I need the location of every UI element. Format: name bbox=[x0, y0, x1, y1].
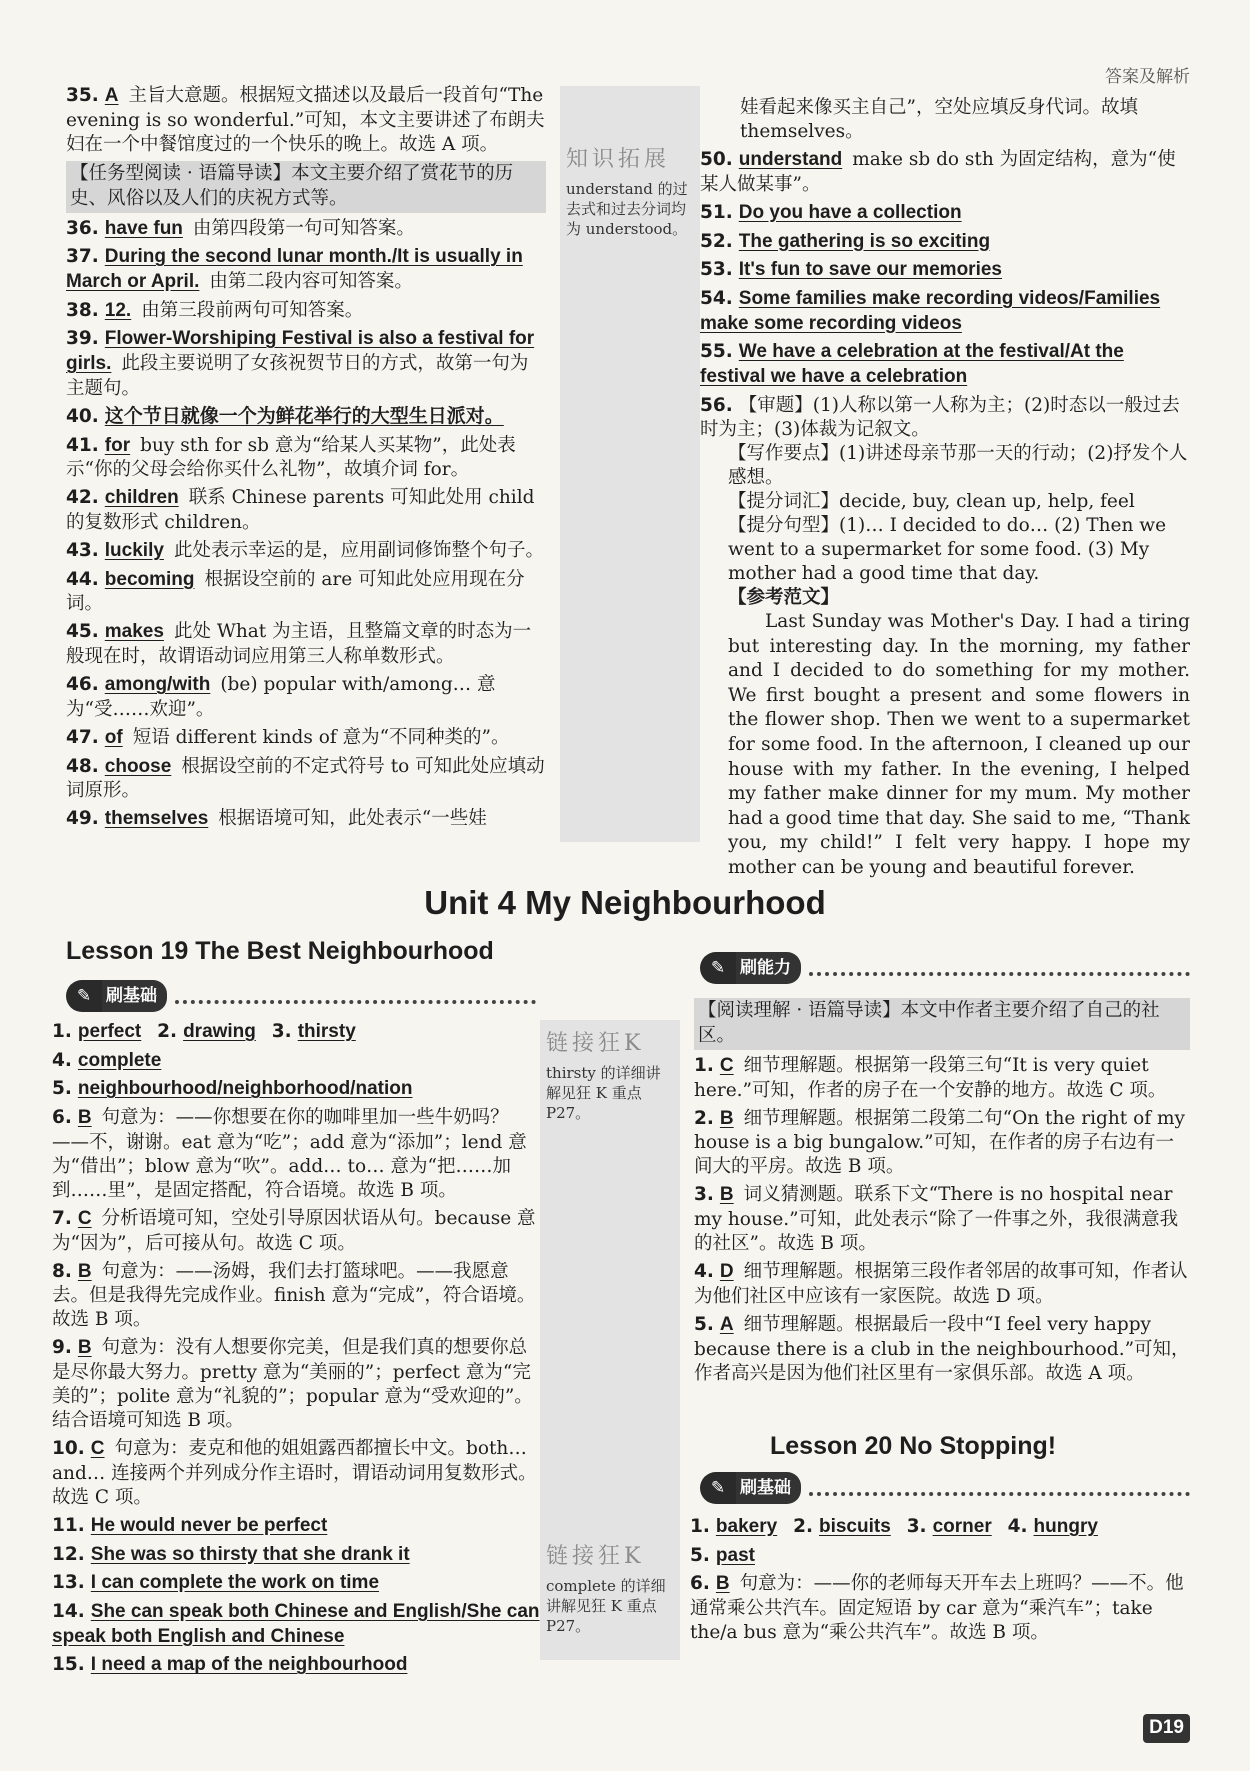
answer: perfect bbox=[77, 1021, 142, 1042]
q56-line3: 【提分词汇】decide, buy, clean up, help, feel bbox=[728, 490, 1135, 512]
question-number: 2. bbox=[793, 1516, 813, 1537]
answer-item bbox=[52, 1437, 542, 1510]
answer-item bbox=[66, 327, 546, 400]
question-number: 2. bbox=[694, 1107, 714, 1129]
question-number: 37. bbox=[66, 246, 99, 268]
question-number: 3. bbox=[694, 1184, 714, 1206]
question-number: 5. bbox=[52, 1078, 72, 1100]
answer: Flower-Worshiping Festival is also a festival for girls. bbox=[66, 328, 535, 375]
answer: past bbox=[715, 1544, 755, 1566]
explanation: buy sth for sb 意为“给某人买某物”，此处表示“你的父母会给你买什么礼物”，故填介词 for。 bbox=[66, 434, 516, 481]
continuation-text: 娃看起来像买主自己”，空处应填反身代词。故填 themselves。 bbox=[740, 97, 1138, 143]
answer-item bbox=[694, 1260, 1190, 1309]
top-right-column bbox=[700, 96, 1190, 885]
question-number: 45. bbox=[66, 621, 99, 643]
answer-item bbox=[66, 755, 546, 804]
question-number: 40. bbox=[66, 405, 99, 427]
answer: corner bbox=[932, 1516, 992, 1537]
answer: 这个节日就像一个为鲜花举行的大型生日派对。 bbox=[104, 405, 504, 427]
ability-column bbox=[694, 998, 1190, 1390]
question-number: 55. bbox=[700, 341, 733, 363]
answer: understand bbox=[738, 149, 843, 171]
answer-item bbox=[700, 148, 1190, 197]
answer: luckily bbox=[104, 540, 164, 562]
answer-item bbox=[52, 1260, 542, 1333]
answer-item bbox=[66, 807, 546, 832]
explanation: 根据设空前的 are 可知此处应用现在分词。 bbox=[66, 568, 525, 615]
badge-label: 刷基础 bbox=[102, 980, 167, 1012]
answer: choose bbox=[104, 755, 172, 777]
question-number: 44. bbox=[66, 568, 99, 590]
answer-item bbox=[66, 726, 546, 751]
answer-row bbox=[690, 1544, 1190, 1569]
answer-item bbox=[694, 1107, 1190, 1180]
answer: biscuits bbox=[818, 1516, 891, 1537]
question-number: 3. bbox=[271, 1021, 292, 1042]
hand-icon: ✎ bbox=[700, 952, 736, 984]
question-number: 14. bbox=[52, 1601, 85, 1623]
answer: She can speak both Chinese and English/She can speak both English and Chinese bbox=[52, 1601, 540, 1647]
question-number: 13. bbox=[52, 1572, 85, 1594]
explanation: 根据语境可知，此处表示“一些娃 bbox=[218, 808, 487, 830]
page-header: 答案及解析 bbox=[1105, 67, 1190, 87]
answer-item bbox=[66, 161, 546, 213]
lesson-20-title: Lesson 20 No Stopping! bbox=[770, 1432, 1057, 1460]
answer: I need a map of the neighbourhood bbox=[90, 1654, 408, 1676]
q56-line5: 【参考范文】 bbox=[728, 587, 840, 609]
question-number: 52. bbox=[700, 230, 733, 252]
answer-item bbox=[66, 217, 546, 242]
answer-item bbox=[66, 405, 546, 430]
question-number: 3. bbox=[906, 1516, 927, 1537]
explanation: 细节理解题。根据第一段第三句“It is very quiet here.”可知，作者的房子在一个安静的地方。故选 C 项。 bbox=[694, 1054, 1167, 1101]
question-number: 46. bbox=[66, 674, 99, 696]
explanation: 由第二段内容可知答案。 bbox=[209, 271, 413, 293]
answer: A bbox=[719, 1313, 734, 1335]
answer: thirsty bbox=[297, 1021, 356, 1042]
answer-item bbox=[52, 1106, 542, 1203]
question-number: 51. bbox=[700, 201, 733, 223]
explanation: 细节理解题。根据第二段第二句“On the right of my house is a big bungalow.”可知，在作者的房子右边有一间大的平房。故选 B 项。 bbox=[694, 1107, 1185, 1178]
answer-item bbox=[66, 539, 546, 564]
question-number: 10. bbox=[52, 1438, 85, 1460]
hand-icon: ✎ bbox=[700, 1472, 736, 1504]
answer-item bbox=[700, 258, 1190, 283]
explanation: 句意为：麦克和他的姐姐露西都擅长中文。both… and… 连接两个并列成分作主语时，谓语动词用复数形式。故选 C 项。 bbox=[52, 1438, 537, 1508]
explanation: 短语 different kinds of 意为“不同种类的”。 bbox=[132, 726, 510, 748]
lesson20-answers bbox=[690, 1515, 1190, 1649]
question-number: 4. bbox=[52, 1049, 72, 1071]
question-number: 49. bbox=[66, 808, 99, 830]
answer: of bbox=[104, 726, 123, 748]
answer-item bbox=[694, 1054, 1190, 1103]
badge-label: 刷基础 bbox=[736, 1472, 801, 1504]
answer: 12. bbox=[104, 299, 132, 321]
question-number: 47. bbox=[66, 726, 99, 748]
question-number: 6. bbox=[690, 1573, 710, 1595]
answer: C bbox=[719, 1054, 734, 1076]
question-number: 36. bbox=[66, 217, 99, 239]
explanation: 此处表示幸运的是，应用副词修饰整个句子。 bbox=[173, 540, 544, 562]
answer-row bbox=[690, 1515, 1190, 1540]
dotted-divider bbox=[809, 960, 1190, 976]
sidebar-text: thirsty 的详细讲解见狂 K 重点 P27。 bbox=[546, 1063, 661, 1123]
answer: We have a celebration at the festival/At the festival we have a celebration bbox=[700, 341, 1124, 387]
answer: During the second lunar month./It is usually in March or April. bbox=[66, 246, 523, 293]
answer-item bbox=[700, 340, 1190, 389]
answer-row bbox=[690, 1572, 1190, 1645]
q56-line4: 【提分句型】(1)… I decided to do… (2) Then we went to a supermarket for some food. (3) My mother had a good time that day. bbox=[728, 514, 1167, 584]
answer: B bbox=[77, 1107, 92, 1129]
question-number: 5. bbox=[694, 1313, 714, 1335]
explanation: 此段主要说明了女孩祝贺节日的方式，故第一句为主题句。 bbox=[66, 353, 529, 399]
answer-item bbox=[52, 1600, 542, 1649]
top-left-column bbox=[66, 84, 546, 836]
question-number: 11. bbox=[52, 1515, 85, 1537]
answer-item bbox=[52, 1653, 542, 1678]
answer-item bbox=[66, 434, 546, 483]
answer: B bbox=[77, 1337, 92, 1359]
answer-item bbox=[694, 1183, 1190, 1256]
question-number: 53. bbox=[700, 259, 733, 281]
explanation: 句意为：没有人想要你完美，但是我们真的想要你总是尽你最大努力。pretty 意为“美丽的”；perfect 意为“完美的”；polite 意为“礼貌的”；popular 意为“受欢迎的”。结合语境可知选 B 项。 bbox=[52, 1337, 533, 1432]
sidebar-text: complete 的详细讲解见狂 K 重点 P27。 bbox=[546, 1576, 666, 1636]
question-number: 7. bbox=[52, 1207, 72, 1229]
answer: have fun bbox=[104, 217, 183, 239]
explanation: 细节理解题。根据最后一段中“I feel very happy because there is a club in the neighbourhood.”可知，作者高兴是因为他们社区里有一家俱乐部。故选 A 项。 bbox=[694, 1313, 1190, 1384]
answer-item bbox=[66, 620, 546, 669]
answer: Some families make recording videos/Families make some recording videos bbox=[700, 287, 1161, 334]
question-number: 41. bbox=[66, 434, 99, 456]
question-number: 1. bbox=[690, 1516, 710, 1537]
explanation: 句意为：——你的老师每天开车去上班吗？——不。他通常乘公共汽车。固定短语 by car 意为“乘汽车”；take the/a bus 意为“乘公共汽车”。故选 B 项。 bbox=[690, 1573, 1184, 1644]
ability-badge bbox=[700, 952, 1190, 984]
question-number: 35. bbox=[66, 85, 99, 106]
answer: complete bbox=[77, 1049, 162, 1071]
dotted-divider bbox=[809, 1480, 1190, 1496]
answer-item bbox=[52, 1207, 542, 1256]
answer: B bbox=[715, 1573, 730, 1595]
answer: Do you have a collection bbox=[738, 201, 962, 223]
answer: I can complete the work on time bbox=[90, 1572, 380, 1594]
explanation: 句意为：——汤姆，我们去打篮球吧。——我愿意去。但是我得先完成作业。finish 意为“完成”，符合语境。故选 B 项。 bbox=[52, 1260, 536, 1331]
question-number: 4. bbox=[694, 1261, 714, 1283]
answer-item bbox=[700, 230, 1190, 255]
lesson-19-title: Lesson 19 The Best Neighbourhood bbox=[66, 937, 494, 965]
explanation: 由第三段前两句可知答案。 bbox=[141, 299, 364, 321]
explanation: 根据设空前的不定式符号 to 可知此处应填动词原形。 bbox=[66, 755, 545, 802]
essay: Last Sunday was Mother's Day. I had a tiring but interesting day. In the morning, my father and I decided to do something for my mother. We first bought a present and some flowers in the flower shop. Then we went to a supermarket for some food. In the afternoon, I cleaned up our house with my father. In the evening, I helped my father make dinner for my mum. My mother had a good time that day. She said to me, “Thank you, my child!” I felt very happy. I hope my mother can be young and beautiful forever. bbox=[728, 611, 1190, 878]
explanation: (be) popular with/among… 意为“受……欢迎”。 bbox=[66, 674, 496, 720]
question-number: 8. bbox=[52, 1260, 72, 1282]
sidebar-title: 链接狂K bbox=[546, 1031, 645, 1056]
question-number: 50. bbox=[700, 149, 733, 171]
answer: He would never be perfect bbox=[90, 1515, 328, 1537]
answer: B bbox=[719, 1107, 734, 1129]
explanation: 联系 Chinese parents 可知此处用 child 的复数形式 children。 bbox=[66, 487, 535, 533]
answer-item bbox=[694, 1313, 1190, 1386]
answer-item bbox=[66, 84, 546, 157]
link-sidebar bbox=[540, 1020, 680, 1660]
question-number: 39. bbox=[66, 328, 99, 350]
knowledge-sidebar bbox=[560, 86, 700, 842]
answer: for bbox=[104, 434, 131, 456]
explanation: make sb do sth 为固定结构，意为“使某人做某事”。 bbox=[700, 149, 1176, 195]
answer: B bbox=[77, 1260, 92, 1282]
question-number: 2. bbox=[157, 1021, 178, 1042]
answer-item bbox=[66, 245, 546, 294]
answer-item bbox=[700, 287, 1190, 336]
answer-item bbox=[52, 1336, 542, 1433]
explanation: 句意为：——你想要在你的咖啡里加一些牛奶吗？——不，谢谢。eat 意为“吃”；add 意为“添加”；lend 意为“借出”；blow 意为“吹”。add… to… 意为“把……加到……里”，是固定搭配，符合语境。故选 B 项。 bbox=[52, 1107, 527, 1201]
sidebar-title: 知识拓展 bbox=[566, 147, 671, 172]
answer: C bbox=[90, 1438, 105, 1460]
answer-row bbox=[52, 1049, 542, 1074]
explanation: 主旨大意题。根据短文描述以及最后一段首句“The evening is so wonderful.”可知，本文主要讲述了布朗夫妇在一个中餐馆度过的一个快乐的晚上。故选 A 项。 bbox=[66, 85, 545, 155]
answer-row bbox=[52, 1077, 542, 1102]
basic-badge bbox=[66, 980, 536, 1012]
sidebar-text: understand 的过去式和过去分词均为 understood。 bbox=[566, 179, 688, 239]
q56-line1: 【审题】(1)人称以第一人称为主；(2)时态以一般过去时为主；(3)体裁为记叙文。 bbox=[700, 394, 1180, 440]
answer: A bbox=[104, 85, 119, 106]
answer: hungry bbox=[1033, 1516, 1098, 1537]
question-number: 12. bbox=[52, 1543, 85, 1565]
question-number: 4. bbox=[1007, 1516, 1028, 1537]
hand-icon: ✎ bbox=[66, 980, 102, 1012]
answer: among/with bbox=[104, 674, 211, 696]
question-number: 5. bbox=[690, 1544, 710, 1566]
explanation: 此处 What 为主语，且整篇文章的时态为一般现在时，故谓语动词应用第三人称单数形式。 bbox=[66, 621, 532, 668]
answer: makes bbox=[104, 621, 164, 643]
question-number: 42. bbox=[66, 487, 99, 509]
q56-line2: 【写作要点】(1)讲述母亲节那一天的行动；(2)抒发个人感想。 bbox=[728, 442, 1188, 488]
explanation: 细节理解题。根据第三段作者邻居的故事可知，作者认为他们社区中应该有一家医院。故选 D 项。 bbox=[694, 1261, 1188, 1307]
answer: C bbox=[77, 1207, 92, 1229]
question-number: 9. bbox=[52, 1337, 72, 1359]
question-number: 48. bbox=[66, 755, 99, 777]
passage-intro: 【任务型阅读 · 语篇导读】本文主要介绍了赏花节的历史、风俗以及人们的庆祝方式等。 bbox=[66, 161, 546, 213]
question-number: 1. bbox=[52, 1021, 72, 1042]
answer-item bbox=[66, 299, 546, 324]
lesson19-basic bbox=[52, 1020, 542, 1682]
page-number: D19 bbox=[1143, 1714, 1190, 1743]
question-number: 6. bbox=[52, 1107, 72, 1129]
question-number: 43. bbox=[66, 540, 99, 562]
basic-badge-20 bbox=[700, 1472, 1190, 1504]
answer-item bbox=[66, 568, 546, 617]
answer-item bbox=[52, 1514, 542, 1539]
q56-block bbox=[700, 394, 1190, 881]
answer: becoming bbox=[104, 568, 195, 590]
explanation: 词义猜测题。联系下文“There is no hospital near my house.”可知，此处表示“除了一件事之外，我很满意我的社区”。故选 B 项。 bbox=[694, 1184, 1179, 1255]
sidebar-title: 链接狂K bbox=[546, 1544, 645, 1570]
answer: neighbourhood/neighborhood/nation bbox=[77, 1078, 413, 1100]
answer: D bbox=[719, 1261, 734, 1283]
answer: B bbox=[719, 1184, 734, 1206]
explanation: 分析语境可知，空处引导原因状语从句。because 意为“因为”，后可接从句。故选 C 项。 bbox=[52, 1207, 536, 1254]
answer-item bbox=[66, 486, 546, 535]
explanation: 由第四段第一句可知答案。 bbox=[192, 217, 415, 239]
answer-item bbox=[52, 1543, 542, 1568]
answer: drawing bbox=[183, 1021, 256, 1042]
dotted-divider bbox=[175, 988, 536, 1004]
question-number: 38. bbox=[66, 299, 99, 321]
question-number: 15. bbox=[52, 1654, 85, 1676]
answer-item bbox=[52, 1571, 542, 1596]
unit-title: Unit 4 My Neighbourhood bbox=[424, 884, 826, 921]
question-number: 56. bbox=[700, 394, 733, 416]
answer: themselves bbox=[104, 808, 209, 830]
answer-item bbox=[66, 673, 546, 722]
answer: She was so thirsty that she drank it bbox=[90, 1543, 410, 1565]
answer: It's fun to save our memories bbox=[738, 259, 1002, 281]
answer: children bbox=[104, 487, 179, 509]
answer-item bbox=[700, 201, 1190, 226]
answer: bakery bbox=[715, 1516, 778, 1537]
question-number: 54. bbox=[700, 287, 733, 309]
answer: The gathering is so exciting bbox=[738, 230, 991, 252]
badge-label: 刷能力 bbox=[736, 952, 801, 984]
question-number: 1. bbox=[694, 1054, 714, 1076]
answer-row bbox=[52, 1020, 542, 1045]
reading-intro: 【阅读理解 · 语篇导读】本文中作者主要介绍了自己的社区。 bbox=[694, 998, 1190, 1050]
